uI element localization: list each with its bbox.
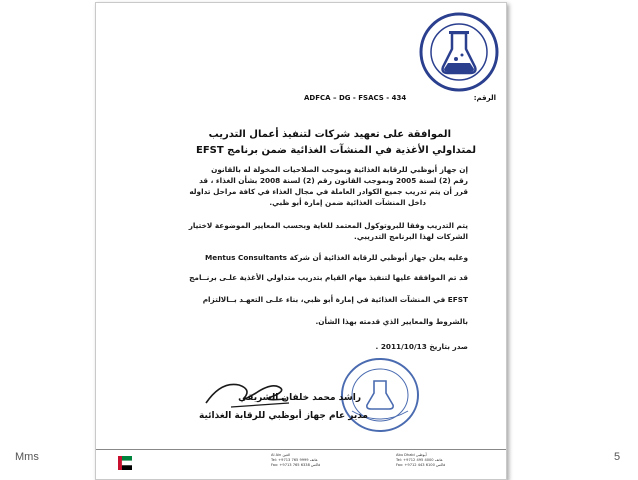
letter-footer (96, 449, 506, 480)
paragraph-line: وعليه يعلن جهاز أبوظبي للرقابة الغذائية أن شركة Mentus Consultants (205, 253, 468, 262)
footer-al-ain-contact: Al Ain العين Tel: +9713 765 9999 هاتف Fax: +9713 765 6338 فاكس (271, 453, 321, 467)
paragraph-line: يتم التدريب وفقا للبروتوكول المعتمد للغاية وبحسب المعايير الموضوعة لاختيار (188, 221, 468, 230)
adfca-logo-icon (418, 11, 500, 93)
paragraph-line: إن جهاز أبوظبي للرقابة الغذائية وبموجب الصلاحيات المخولة له بالقانون (211, 165, 468, 174)
slide-page-number: 5 (614, 451, 621, 463)
letter-title-line1: الموافقة على تعهيد شركات لتنفيذ أعمال التدريب (208, 129, 451, 140)
reference-label: الرقم: (473, 94, 496, 102)
signatory-title: مدير عام جهاز أبوظبي للرقابة الغذائية (199, 411, 368, 421)
letter-title-line2: لمتداولي الأغذية في المنشآت الغذائية ضمن برنامج EFST (196, 145, 476, 156)
reference-code: ADFCA – DG - FSACS - 434 (304, 94, 407, 102)
paragraph-line: بالشروط والمعايير الذي قدمته بهذا الشأن. (315, 317, 468, 326)
issue-date-line: صدر بتاريخ 2011/10/13 . (375, 342, 468, 351)
paragraph-line: داخل المنشآت الغذائية ضمن إمارة أبو ظبي. (269, 198, 426, 207)
slide-left-label: Mms (15, 451, 39, 463)
paragraph-line: قرر أن يتم تدريب جميع الكوادر العاملة في مجال الغذاء في كافة مراحل تداوله (189, 187, 468, 196)
uae-emblem-icon (118, 456, 132, 470)
paragraph-line: الشركات لهذا البرنامج التدريبي. (354, 232, 468, 241)
letter-document (95, 2, 507, 480)
paragraph-line: رقم (2) لسنة 2005 وبموجب القانون رقم (2) لسنة 2008 بشأن الغذاء ، قد (199, 176, 468, 185)
signatory-name: راشد محمد خلفان الشريقي (238, 393, 361, 403)
footer-abu-dhabi-contact: Abu Dhabi أبوظبي Tel: +9712 495 4000 هاتف Fax: +9712 443 6100 فاكس (396, 453, 446, 467)
paragraph-line: EFST في المنشآت الغذائية في إمارة أبو ظبي، بناء علـى التعهـد بــالالتزام (202, 295, 468, 304)
paragraph-line: قد تم الموافقة عليها لتنفيذ مهام القيام بتدريب متداولي الأغذية علـى برنــامج (189, 273, 468, 282)
